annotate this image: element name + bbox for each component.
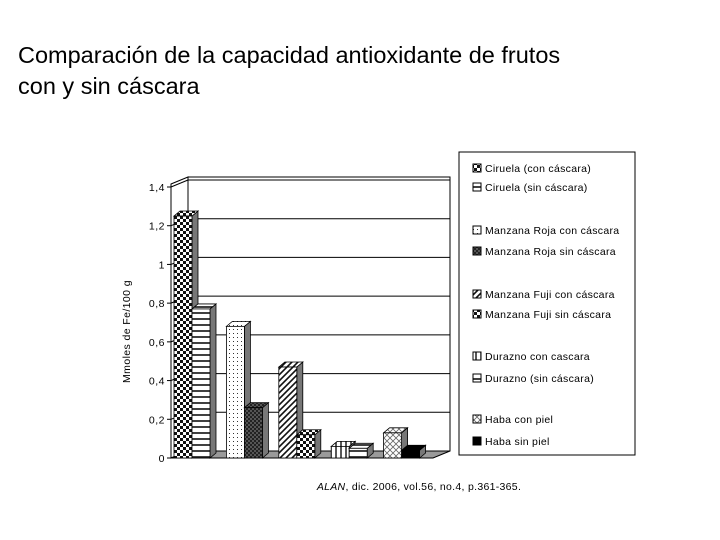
bar	[174, 216, 192, 458]
y-tick-label: 1,4	[148, 182, 165, 194]
bar	[349, 448, 367, 458]
y-tick-label: 1,2	[148, 220, 165, 233]
legend-swatch	[473, 247, 481, 255]
source-journal: ALAN	[316, 481, 346, 493]
bar	[402, 450, 420, 458]
legend-label: Manzana Fuji con cáscara	[485, 289, 615, 301]
bar-side	[210, 304, 216, 458]
y-tick-label: 0,2	[148, 414, 165, 427]
bar	[297, 435, 315, 458]
legend-swatch	[473, 310, 481, 318]
y-tick-label: 0,6	[148, 336, 165, 349]
y-tick-label: 0	[158, 453, 165, 465]
legend-label: Manzana Fuji sin cáscara	[485, 309, 612, 321]
y-tick-label: 1	[158, 259, 165, 272]
legend-label: Ciruela (sin cáscara)	[485, 182, 588, 194]
legend-label: Manzana Roja con cáscara	[485, 225, 620, 237]
legend-label: Manzana Roja sin cáscara	[485, 246, 616, 258]
legend-box	[459, 152, 635, 455]
legend-swatch	[473, 352, 481, 360]
legend-label: Ciruela (con cáscara)	[485, 163, 592, 175]
legend-swatch	[473, 374, 481, 382]
bar-side	[262, 403, 268, 458]
source-citation	[0, 481, 720, 493]
legend-swatch	[473, 164, 481, 172]
legend-swatch	[473, 415, 481, 423]
legend-swatch	[473, 290, 481, 298]
legend-label: Durazno (sin cáscara)	[485, 373, 595, 385]
legend-swatch	[473, 226, 481, 234]
y-axis-title: Mmoles de Fe/100 g	[121, 280, 133, 383]
y-tick-label: 0,4	[148, 375, 165, 388]
source-details: , dic. 2006, vol.56, no.4, p.361-365.	[345, 481, 522, 493]
bar	[244, 408, 262, 458]
legend-label: Durazno con cascara	[485, 351, 590, 363]
legend-label: Haba con piel	[485, 414, 554, 426]
y-tick-label: 0,8	[148, 298, 165, 311]
legend-label: Haba sin piel	[485, 436, 550, 448]
slide-title: Comparación de la capacidad antioxidante de frutos con y sin cáscara	[18, 42, 561, 99]
legend-swatch	[473, 183, 481, 191]
bar	[192, 309, 210, 458]
bar	[279, 367, 297, 458]
bar	[226, 326, 244, 458]
legend-swatch	[473, 437, 481, 445]
bar	[384, 433, 402, 458]
bar	[331, 446, 349, 458]
